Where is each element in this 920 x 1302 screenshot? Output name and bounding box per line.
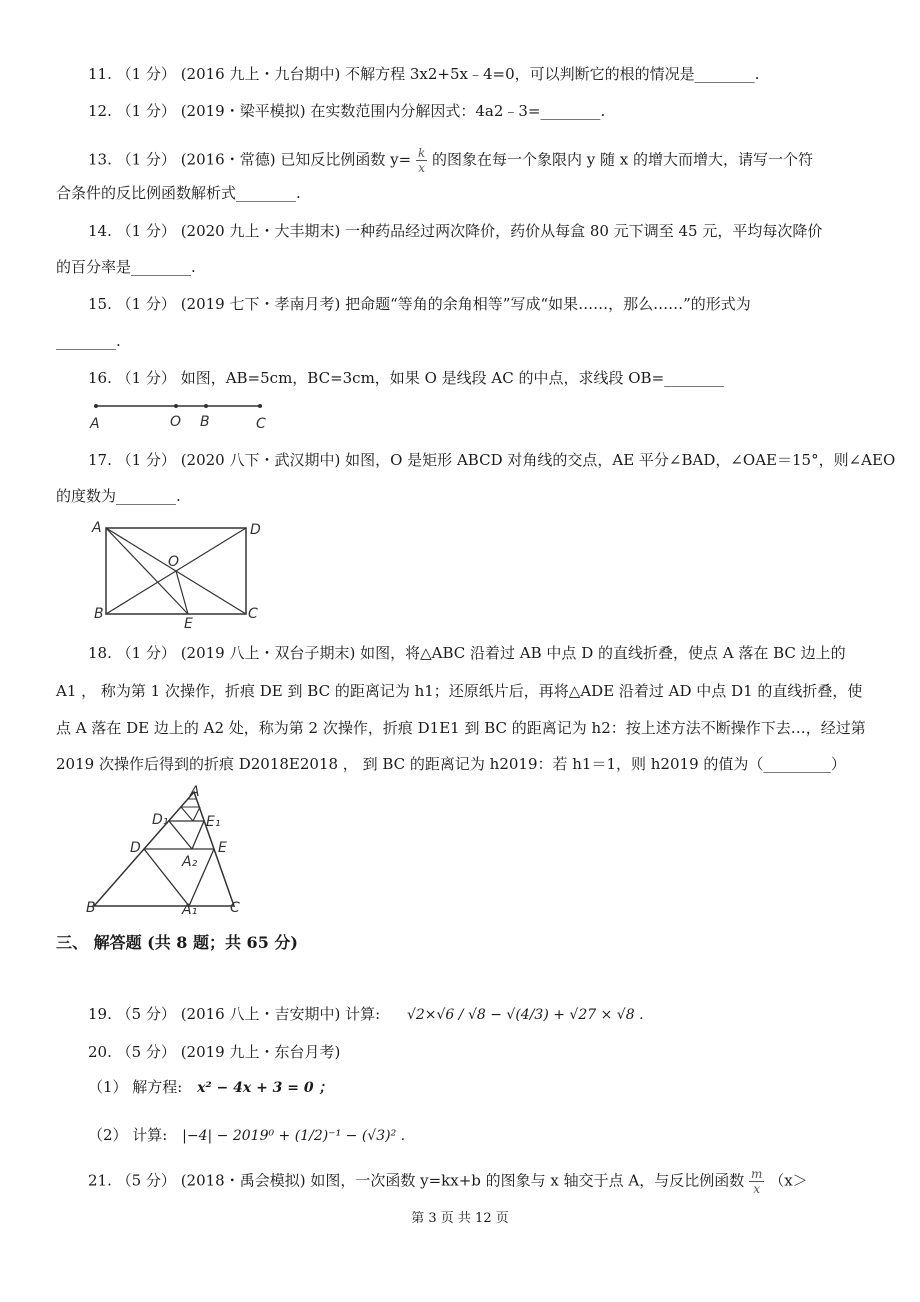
label-B: B: [94, 606, 104, 622]
segment-figure: [86, 398, 276, 434]
label-D1: D₁: [152, 812, 169, 828]
question-13-line2: 合条件的反比例函数解析式________.: [56, 184, 301, 202]
part2-expression: |−4| − 2019⁰ + (1/2)⁻¹ − (√3)² .: [182, 1128, 406, 1144]
section-heading-3: 三、 解答题 (共 8 题；共 65 分): [56, 933, 298, 952]
question-15: 15. （1 分） (2019 七下・孝南月考) 把命题“等角的余角相等”写成“如果……，那么……”的形式为: [88, 295, 751, 313]
question-20-part2: [88, 1125, 405, 1146]
label-E1: E₁: [206, 814, 221, 830]
label-A1: A₁: [182, 902, 198, 916]
question-18-line4: 2019 次操作后得到的折痕 D2018E2018 ， 到 BC 的距离记为 h2019：若 h1＝1，则 h2019 的值为（_________）: [56, 755, 846, 773]
part1-equation: x² − 4x + 3 = 0 ；: [197, 1080, 333, 1096]
question-11: 11. （1 分） (2016 九上・九台期中) 不解方程 3x2+5x﹣4=0，可以判断它的根的情况是________.: [88, 65, 760, 83]
question-14-line2: 的百分率是________.: [56, 258, 196, 276]
label-A2: A₂: [182, 854, 198, 870]
triangle-fold-figure: [84, 784, 244, 916]
part2-label: （2） 计算:: [88, 1126, 168, 1144]
label-C: C: [248, 606, 258, 622]
question-19-pre: 19. （5 分） (2016 八上・吉安期中) 计算:: [88, 1005, 381, 1023]
label-B: B: [200, 414, 210, 430]
question-18-line2: A1 ， 称为第 1 次操作，折痕 DE 到 BC 的距离记为 h1；还原纸片后，再将△ADE 沿着过 AD 中点 D1 的直线折叠，使: [56, 682, 863, 700]
question-19-expression: √2×√6 / √8 − √(4/3) + √27 × √8 .: [406, 1007, 644, 1023]
question-20-part1: [88, 1077, 333, 1098]
fraction-k-over-x: $\frac{k}{x}$: [417, 146, 426, 175]
label-B: B: [86, 900, 96, 916]
rectangle-figure: [88, 518, 268, 630]
question-12: 12. （1 分） (2019・梁平模拟) 在实数范围内分解因式：4a2﹣3=________.: [88, 102, 606, 120]
label-A: A: [190, 784, 200, 800]
question-17-line2: 的度数为________.: [56, 487, 181, 505]
part1-label: （1） 解方程:: [88, 1078, 183, 1096]
question-14: 14. （1 分） (2020 九上・大丰期末) 一种药品经过两次降价，药价从每盒 80 元下调至 45 元，平均每次降价: [88, 222, 823, 240]
label-E: E: [218, 840, 227, 856]
question-13: [88, 146, 813, 175]
question-21: [88, 1167, 808, 1196]
question-21-pre: 21. （5 分） (2018・禹会模拟) 如图，一次函数 y=kx+b 的图象与 x 轴交于点 A，与反比例函数: [88, 1171, 745, 1190]
question-20: 20. （5 分） (2019 九上・东台月考): [88, 1043, 341, 1061]
question-18-line3: 点 A 落在 DE 边上的 A2 处，称为第 2 次操作，折痕 D1E1 到 BC 的距离记为 h2：按上述方法不断操作下去…，经过第: [56, 719, 866, 737]
label-E: E: [184, 616, 193, 630]
page-footer: 第 3 页 共 12 页: [411, 1211, 509, 1226]
label-C: C: [256, 416, 266, 432]
question-19: [88, 1004, 644, 1025]
label-D: D: [130, 840, 141, 856]
question-16: 16. （1 分） 如图，AB=5cm，BC=3cm，如果 O 是线段 AC 的中点，求线段 OB=________: [88, 369, 725, 387]
label-O: O: [168, 554, 180, 570]
question-13-post: 的图象在每一个象限内 y 随 x 的增大而增大，请写一个符: [432, 150, 814, 169]
question-13-pre: 13. （1 分） (2016・常德) 已知反比例函数 y=: [88, 150, 412, 169]
label-A: A: [90, 416, 100, 432]
label-D: D: [250, 522, 261, 538]
question-15-line2: ________.: [56, 332, 121, 350]
question-21-post: （x＞: [769, 1171, 808, 1190]
label-A: A: [92, 520, 102, 536]
question-18: 18. （1 分） (2019 八上・双台子期末) 如图，将△ABC 沿着过 AB 中点 D 的直线折叠，使点 A 落在 BC 边上的: [88, 644, 846, 662]
label-O: O: [170, 414, 182, 430]
question-17: 17. （1 分） (2020 八下・武汉期中) 如图，O 是矩形 ABCD 对角线的交点，AE 平分∠BAD，∠OAE＝15°，则∠AEO: [88, 451, 896, 469]
fraction-m-over-x: $\frac{m}{x}$: [751, 1167, 763, 1196]
label-C: C: [230, 900, 240, 916]
